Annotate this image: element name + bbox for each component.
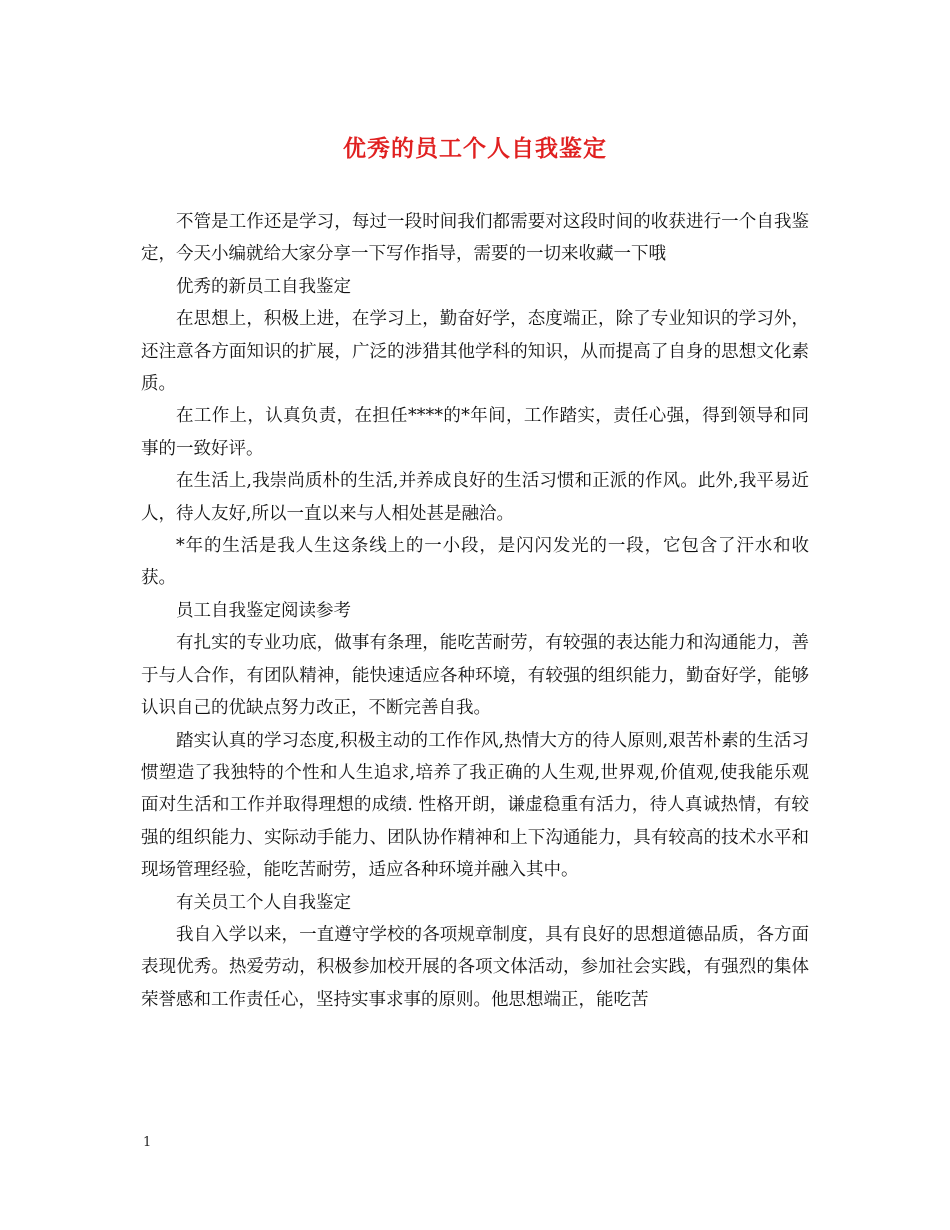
- paragraph: 我自入学以来，一直遵守学校的各项规章制度，具有良好的思想道德品质，各方面表现优秀。热爱劳动，积极参加校开展的各项文体活动，参加社会实践，有强烈的集体荣誉感和工作责任心，坚持实事求事的原则。他思想端正，能吃苦: [141, 924, 809, 1010]
- section-heading: 员工自我鉴定阅读参考: [176, 600, 351, 621]
- paragraph-intro: 不管是工作还是学习，每过一段时间我们都需要对这段时间的收获进行一个自我鉴定，今天小编就给大家分享一下写作指导，需要的一切来收藏一下哦: [141, 212, 809, 265]
- paragraph: 在生活上,我崇尚质朴的生活,并养成良好的生活习惯和正派的作风。此外,我平易近人，待人友好,所以一直以来与人相处甚是融洽。: [141, 471, 809, 524]
- page-number: 1: [143, 1135, 152, 1150]
- document-body: [141, 206, 809, 1016]
- section-heading: 有关员工个人自我鉴定: [176, 892, 351, 913]
- paragraph: 踏实认真的学习态度,积极主动的工作作风,热情大方的待人原则,艰苦朴素的生活习惯塑造了我独特的个性和人生追求,培养了我正确的人生观,世界观,价值观,使我能乐观面对生活和工作并取得理想的成绩. 性格开朗，谦虚稳重有活力，待人真诚热情，有较强的组织能力、实际动手能力、团队协作精神和上下沟通能力，具有较高的技术水平和现场管理经验，能吃苦耐劳，适应各种环境并融入其中。: [141, 730, 809, 881]
- paragraph: 有扎实的专业功底，做事有条理，能吃苦耐劳，有较强的表达能力和沟通能力，善于与人合作，有团队精神，能快速适应各种环境，有较强的组织能力，勤奋好学，能够认识自己的优缺点努力改正，不断完善自我。: [141, 633, 809, 719]
- paragraph: 在思想上，积极上进，在学习上，勤奋好学，态度端正，除了专业知识的学习外，还注意各方面知识的扩展，广泛的涉猎其他学科的知识，从而提高了自身的思想文化素质。: [141, 309, 809, 395]
- paragraph: *年的生活是我人生这条线上的一小段，是闪闪发光的一段，它包含了汗水和收获。: [141, 536, 809, 589]
- paragraph: 在工作上，认真负责，在担任****的*年间，工作踏实，责任心强，得到领导和同事的一致好评。: [141, 406, 809, 459]
- document-title: 优秀的员工个人自我鉴定: [343, 135, 607, 162]
- section-heading: 优秀的新员工自我鉴定: [176, 276, 351, 297]
